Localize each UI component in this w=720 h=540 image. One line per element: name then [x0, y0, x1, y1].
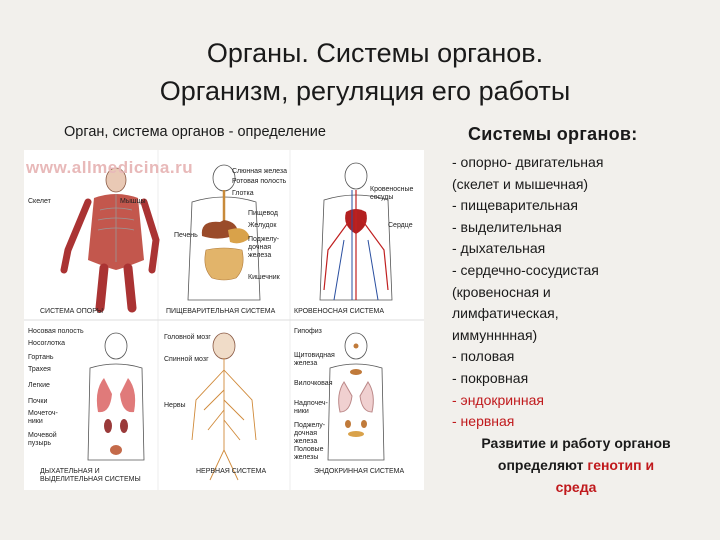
caption-nervous: НЕРВНАЯ СИСТЕМА: [196, 468, 267, 475]
endocrine-figure: [328, 333, 384, 460]
label-vessels: Кровеносные сосуды: [370, 186, 414, 201]
anatomy-figure: [24, 150, 424, 490]
systems-heading: Системы органов:: [468, 124, 638, 144]
label-spinal-cord: Спинной мозг: [164, 356, 209, 363]
label-pharynx: Глотка: [232, 190, 254, 197]
caption-respiratory: ДЫХАТЕЛЬНАЯ И ВЫДЕЛИТЕЛЬНАЯ СИСТЕМЫ: [40, 468, 141, 483]
systems-item: - половая: [452, 348, 515, 365]
label-lungs: Легкие: [28, 382, 50, 389]
label-thyroid: Щитовидная железа: [294, 352, 335, 367]
caption-support: СИСТЕМА ОПОРЫ: [40, 308, 104, 315]
label-intestine: Кишечник: [248, 274, 280, 281]
label-esophagus: Пищевод: [248, 210, 278, 217]
label-pituitary: Гипофиз: [294, 328, 322, 335]
systems-item: - сердечно-сосудистая: [452, 261, 599, 278]
skeleton-figure: [64, 168, 156, 308]
systems-item: - покровная: [452, 369, 529, 386]
label-liver: Печень: [174, 232, 198, 239]
systems-item: иммунннная): [452, 326, 538, 343]
systems-item: (кровеносная и: [452, 283, 551, 300]
label-pancreas-endo: Поджелу-дочная железа: [294, 422, 326, 445]
title-line-1: Органы. Системы органов.: [206, 38, 544, 68]
circulatory-figure: [320, 163, 392, 300]
label-bladder: Мочевой пузырь: [28, 432, 57, 447]
systems-item: (скелет и мышечная): [452, 175, 589, 192]
watermark: www.allmedicina.ru: [26, 158, 194, 177]
label-pancreas: Поджелу-дочная железа: [248, 236, 280, 259]
systems-item: - опорно- двигательная: [452, 154, 604, 170]
label-larynx: Гортань: [28, 354, 54, 361]
label-skeleton: Скелет: [28, 198, 51, 205]
caption-endocrine: ЭНДОКРИННАЯ СИСТЕМА: [314, 468, 405, 475]
label-nasal: Носовая полость: [28, 328, 84, 335]
systems-item: - пищеварительная: [452, 197, 578, 214]
respiratory-figure: [88, 333, 144, 460]
title-line-2: Организм, регуляция его работы: [159, 76, 571, 106]
conclusion-prefix: определяют: [497, 457, 588, 473]
label-nerves: Нервы: [164, 402, 186, 409]
conclusion: [446, 432, 706, 498]
label-gonads: Половые железы: [294, 446, 324, 461]
subtitle: Орган, система органов - определение: [64, 124, 326, 140]
systems-item-nervous: - нервная: [452, 413, 515, 430]
label-heart: Сердце: [388, 222, 413, 229]
anatomy-illustration: [24, 150, 424, 490]
conclusion-genotype: генотип и: [587, 457, 655, 473]
conclusion-line-1: Развитие и работу органов: [481, 435, 671, 451]
systems-item: - дыхательная: [452, 240, 546, 257]
label-nasopharynx: Носоглотка: [28, 340, 66, 347]
label-mouth: Ротовая полость: [232, 178, 287, 185]
systems-item: - выделительная: [452, 218, 562, 235]
systems-item-endocrine: - эндокринная: [452, 391, 544, 408]
systems-item: лимфатическая,: [452, 305, 559, 322]
conclusion-environment: среда: [555, 479, 597, 495]
label-stomach: Желудок: [248, 222, 277, 229]
label-ureters: Мочеточ-ники: [28, 410, 58, 425]
caption-digestive: ПИЩЕВАРИТЕЛЬНАЯ СИСТЕМА: [166, 308, 276, 315]
slide-title: [0, 34, 720, 110]
label-thymus: Вилочковая: [294, 380, 333, 387]
label-adrenal: Надпочеч-ники: [294, 400, 328, 415]
conclusion-line-2: [446, 454, 706, 476]
label-brain: Головной мозг: [164, 334, 211, 341]
label-kidneys: Почки: [28, 398, 48, 405]
caption-circulatory: КРОВЕНОСНАЯ СИСТЕМА: [294, 308, 385, 315]
label-muscles: Мышцы: [120, 198, 146, 205]
label-trachea: Трахея: [28, 366, 51, 373]
label-salivary: Слюнная железа: [232, 168, 288, 175]
systems-list: [452, 152, 712, 433]
